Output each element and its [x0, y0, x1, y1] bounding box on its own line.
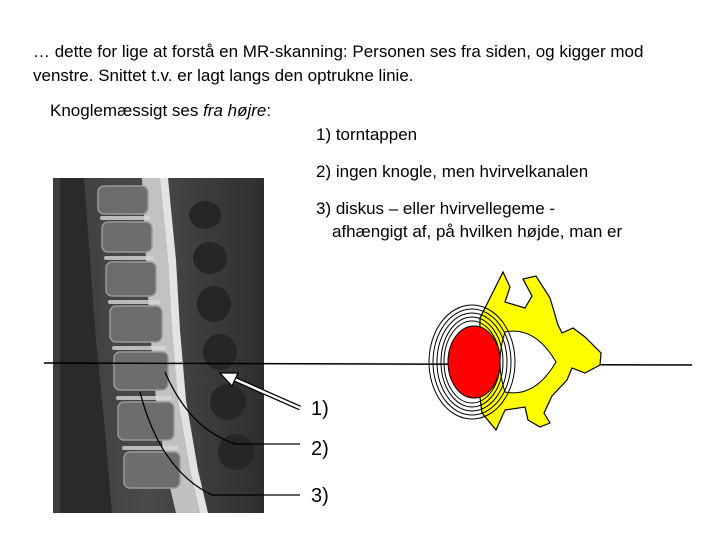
disc-core	[448, 326, 500, 398]
bone-heading-prefix: Knoglemæssigt ses	[50, 101, 204, 120]
marker-label-2: 2)	[311, 438, 329, 460]
bone-heading-emphasis: fra højre	[203, 101, 267, 120]
mri-scan-image	[53, 178, 264, 513]
intro-text: … dette for lige at forstå en MR-skanning: Personen ses fra siden, og kigger mod venstre. Snittet t.v. er lagt langs den optrukne linie.	[33, 42, 644, 85]
item-disc: 3) diskus – eller hvirvellegeme -	[316, 199, 556, 218]
item-spinous-process: 1) torntappen	[316, 125, 418, 144]
vertebra-diagram	[429, 272, 601, 430]
bone-heading-suffix: :	[266, 101, 272, 120]
item-disc-continued: afhængigt af, på hvilken højde, man er	[332, 222, 623, 241]
item-spinal-canal: 2) ingen knogle, men hvirvelkanalen	[316, 162, 589, 181]
marker-label-1: 1)	[311, 398, 329, 420]
marker-label-3: 3)	[311, 485, 329, 507]
